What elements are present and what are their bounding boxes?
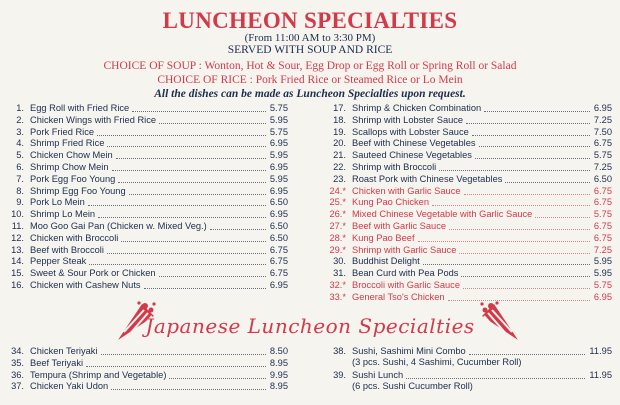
dot-leader (432, 205, 590, 206)
item-name: Broccoli with Garlic Sauce (352, 280, 460, 290)
item-number: 31. (333, 268, 346, 279)
item-price: 5.95 (593, 268, 612, 279)
item-price: 6.75 (269, 268, 288, 279)
menu-item (324, 197, 612, 208)
item-price: 5.75 (593, 150, 612, 161)
item-number: 6. (16, 162, 24, 172)
dot-leader (423, 264, 590, 265)
dot-leader (472, 135, 590, 136)
item-price: 6.75 (593, 232, 612, 243)
dot-leader (97, 135, 266, 136)
menu-item (324, 292, 612, 303)
dot-leader (449, 229, 590, 230)
dot-leader (459, 253, 590, 254)
menu-item (2, 346, 288, 357)
menu-item (324, 256, 612, 267)
item-name: Tempura (Shrimp and Vegetable) (30, 369, 167, 380)
item-number: 3. (16, 126, 24, 137)
dot-leader (121, 241, 266, 242)
item-name: Chicken with Cashew Nuts (30, 280, 141, 290)
item-name: Bean Curd with Pea Pods (352, 268, 459, 279)
item-price: 7.50 (593, 126, 612, 137)
item-price: 6.95 (269, 162, 288, 172)
dot-leader (88, 205, 266, 206)
item-name: Sauteed Chinese Vegetables (352, 150, 472, 161)
item-name: Egg Roll with Fried Rice (30, 103, 130, 113)
menu-item (324, 186, 612, 197)
item-name: Shrimp Egg Foo Young (30, 185, 126, 196)
dot-leader (464, 194, 590, 195)
rice-choice-text: CHOICE OF RICE : Pork Fried Rice or Steamed Rice or Lo Mein (157, 74, 463, 86)
item-price: 6.75 (593, 185, 612, 196)
item-price: 11.95 (589, 346, 612, 356)
menu-item (324, 150, 612, 161)
dot-leader (98, 217, 266, 218)
item-name: Sushi Lunch (352, 369, 404, 380)
item-price: 6.50 (269, 232, 288, 243)
item-price: 11.95 (589, 369, 612, 380)
request-note: All the dishes can be made as Luncheon Specialties upon request. (154, 88, 466, 100)
dot-leader (406, 378, 585, 379)
item-description: (6 pcs. Sushi Cucumber Roll) (352, 380, 473, 391)
item-name: Chicken with Garlic Sauce (352, 185, 461, 196)
dot-leader (107, 146, 266, 147)
dot-leader (169, 378, 266, 379)
item-number: 38. (333, 346, 346, 356)
menu-item (2, 138, 288, 149)
item-price: 6.75 (593, 138, 612, 149)
dot-leader (86, 366, 266, 367)
item-number: 21. (333, 150, 346, 161)
item-name: Shrimp Fried Rice (30, 138, 105, 149)
item-price: 6.95 (269, 280, 288, 290)
item-price: 6.95 (269, 138, 288, 149)
item-price: 7.25 (593, 114, 612, 125)
item-number: 22. (333, 162, 346, 172)
dot-leader (475, 158, 590, 159)
menu-item (324, 370, 612, 381)
item-number: 36. (11, 369, 24, 380)
dot-leader (116, 158, 266, 159)
item-name: General Tso's Chicken (352, 291, 445, 302)
dot-leader (469, 354, 585, 355)
dot-leader (505, 182, 590, 183)
dot-leader (89, 264, 266, 265)
dot-leader (132, 111, 266, 112)
menu-item (2, 174, 288, 185)
menu-item (324, 127, 612, 138)
item-price: 5.95 (269, 150, 288, 161)
menu-item (2, 268, 288, 279)
item-number: 4. (16, 138, 24, 149)
dot-leader (210, 229, 266, 230)
item-name: Shrimp Chow Mein (30, 162, 109, 172)
item-name: Chicken Teriyaki (30, 346, 98, 356)
menu-item (2, 381, 288, 392)
item-price: 6.75 (593, 221, 612, 231)
hours-text: (From 11:00 AM to 3:30 PM) (244, 32, 376, 44)
item-number: 37. (11, 381, 24, 392)
dot-leader (479, 146, 590, 147)
menu-item (324, 346, 612, 357)
dot-leader (144, 288, 266, 289)
item-price: 6.95 (593, 103, 612, 113)
served-with-text: SERVED WITH SOUP AND RICE (227, 44, 393, 56)
menu-item (324, 280, 612, 291)
item-number: 24.* (329, 185, 346, 196)
item-number: 1. (16, 103, 24, 113)
dot-leader (118, 182, 266, 183)
item-number: 17. (333, 103, 346, 113)
item-price: 6.95 (269, 209, 288, 220)
item-price: 5.95 (593, 256, 612, 267)
menu-item (2, 245, 288, 256)
item-name: Chicken with Broccoli (30, 232, 119, 243)
item-number: 5. (16, 150, 24, 161)
item-number: 18. (333, 114, 346, 125)
item-name: Pork Egg Foo Young (30, 173, 116, 184)
item-number: 2. (16, 114, 24, 125)
item-price: 6.95 (269, 185, 288, 196)
dot-leader (463, 288, 590, 289)
menu-item (324, 174, 612, 185)
menu-item (2, 197, 288, 208)
item-number: 27.* (329, 221, 346, 231)
menu-item (2, 209, 288, 220)
item-name: Sushi, Sashimi Mini Combo (352, 346, 466, 356)
item-price: 6.50 (269, 221, 288, 231)
dot-leader (111, 389, 266, 390)
menu-item (324, 115, 612, 126)
menu-item (2, 256, 288, 267)
item-price: 8.95 (269, 357, 288, 368)
item-name: Beef with Broccoli (30, 244, 104, 255)
item-name: Pork Fried Rice (30, 126, 95, 137)
page-title: LUNCHEON SPECIALTIES (162, 8, 458, 33)
menu-item (324, 221, 612, 232)
item-name: Beef with Garlic Sauce (352, 221, 447, 231)
menu-item (2, 162, 288, 173)
item-name: Chicken Chow Mein (30, 150, 113, 161)
item-name: Roast Pork with Chinese Vegetables (352, 173, 503, 184)
dot-leader (107, 253, 266, 254)
dot-leader (461, 276, 590, 277)
dot-leader (418, 241, 590, 242)
item-name: Beef with Chinese Vegetables (352, 138, 476, 149)
item-name: Shrimp & Chicken Combination (352, 103, 482, 113)
item-number: 26.* (329, 209, 346, 220)
dot-leader (129, 194, 266, 195)
menu-item (2, 221, 288, 232)
menu-item (2, 150, 288, 161)
menu-item (324, 268, 612, 279)
item-number: 34. (11, 346, 24, 356)
menu-item (2, 115, 288, 126)
item-number: 25.* (329, 197, 346, 208)
item-price: 8.50 (269, 346, 288, 356)
item-price: 5.75 (269, 103, 288, 113)
item-number: 9. (16, 197, 24, 208)
dot-leader (439, 170, 590, 171)
dot-leader (159, 123, 266, 124)
menu-item (2, 103, 288, 114)
item-name: Mixed Chinese Vegetable with Garlic Sauce (352, 209, 533, 220)
item-number: 7. (16, 173, 24, 184)
item-name: Shrimp with Garlic Sauce (352, 244, 457, 255)
item-name: Pepper Steak (30, 256, 87, 267)
dot-leader (112, 170, 266, 171)
item-name: Sweet & Sour Pork or Chicken (30, 268, 156, 279)
menu-item (2, 127, 288, 138)
item-name: Shrimp Lo Mein (30, 209, 96, 220)
item-name: Shrimp with Broccoli (352, 162, 437, 172)
item-price: 5.75 (593, 209, 612, 220)
item-number: 15. (11, 268, 24, 279)
dot-leader (466, 123, 590, 124)
item-name: Pork Lo Mein (30, 197, 85, 208)
item-price: 5.75 (593, 280, 612, 290)
item-name: Beef Teriyaki (30, 357, 84, 368)
menu-item (2, 186, 288, 197)
item-number: 20. (333, 138, 346, 149)
japanese-section-title: Japanese Luncheon Specialties (145, 314, 475, 338)
item-number: 14. (11, 256, 24, 267)
item-number: 12. (11, 232, 24, 243)
item-name: Kung Pao Beef (352, 232, 415, 243)
item-number: 16. (11, 280, 24, 290)
item-name: Kung Pao Chicken (352, 197, 430, 208)
dot-leader (484, 111, 590, 112)
menu-item (2, 233, 288, 244)
item-price: 7.25 (593, 162, 612, 172)
item-name: Chicken Yaki Udon (30, 381, 109, 392)
item-price: 8.95 (269, 381, 288, 392)
item-number: 13. (11, 244, 24, 255)
menu-item (324, 233, 612, 244)
item-name: Buddhist Delight (352, 256, 420, 267)
menu-item (324, 162, 612, 173)
item-number: 29.* (329, 244, 346, 255)
menu-item (2, 280, 288, 291)
menu-item (2, 358, 288, 369)
menu-item (2, 370, 288, 381)
item-number: 28.* (329, 232, 346, 243)
item-number: 19. (333, 126, 346, 137)
item-name: Moo Goo Gai Pan (Chicken w. Mixed Veg.) (30, 221, 207, 231)
item-description: (3 pcs. Sushi, 4 Sashimi, Cucumber Roll) (352, 357, 522, 367)
item-name: Chicken Wings with Fried Rice (30, 114, 157, 125)
item-price: 6.95 (593, 291, 612, 302)
dot-leader (101, 354, 266, 355)
item-number: 39. (333, 369, 346, 380)
menu-item (324, 138, 612, 149)
item-number: 10. (11, 209, 24, 220)
menu-item (324, 209, 612, 220)
item-price: 6.75 (269, 244, 288, 255)
item-price: 6.75 (269, 256, 288, 267)
item-price: 6.75 (593, 197, 612, 208)
item-number: 32.* (329, 280, 346, 290)
dot-leader (159, 276, 266, 277)
item-number: 11. (11, 221, 24, 231)
dot-leader (535, 217, 590, 218)
item-number: 8. (16, 185, 24, 196)
item-number: 33.* (329, 291, 346, 302)
item-number: 23. (333, 173, 346, 184)
item-price: 6.50 (269, 197, 288, 208)
item-price: 5.75 (269, 126, 288, 137)
menu-item (324, 103, 612, 114)
item-number: 30. (333, 256, 346, 267)
menu-item (324, 245, 612, 256)
item-price: 6.50 (593, 173, 612, 184)
item-price: 7.25 (593, 244, 612, 255)
item-name: Shrimp with Lobster Sauce (352, 114, 464, 125)
item-number: 35. (11, 357, 24, 368)
item-name: Scallops with Lobster Sauce (352, 126, 469, 137)
item-price: 5.95 (269, 114, 288, 125)
item-price: 5.95 (269, 173, 288, 184)
item-price: 9.95 (269, 369, 288, 380)
soup-choice-text: CHOICE OF SOUP : Wonton, Hot & Sour, Egg Drop or Egg Roll or Spring Roll or Salad (103, 60, 517, 72)
